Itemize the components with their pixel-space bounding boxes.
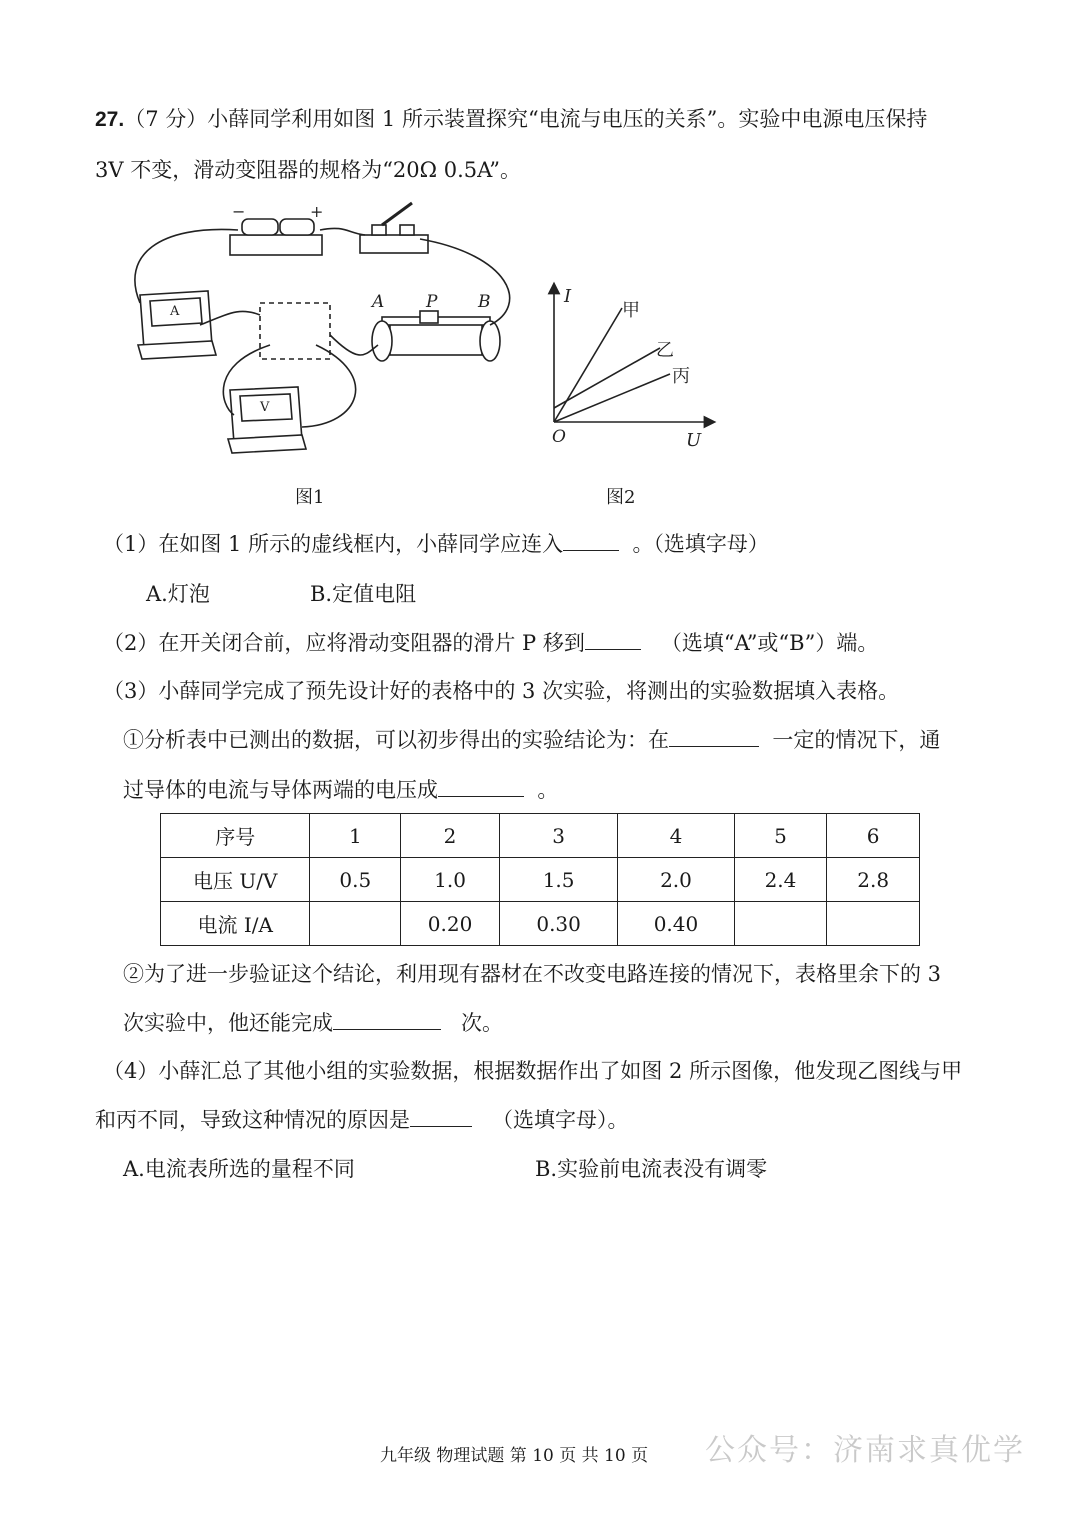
ammeter-symbol: A: [170, 304, 180, 319]
table-cell: 0.30: [499, 902, 617, 946]
part3-sub1-line2: [123, 776, 558, 804]
table-cell: 1.5: [499, 858, 617, 902]
label-b: B: [478, 292, 491, 312]
rheostat-slider: [420, 311, 438, 323]
wire-5: [330, 335, 378, 355]
line-yi: [554, 348, 660, 408]
part3-sub1-blank1[interactable]: [669, 726, 759, 747]
part3-sub1-line1: [123, 726, 940, 754]
rheostat-coil: [390, 323, 482, 355]
table-cell: 5: [734, 814, 827, 858]
data-table: [160, 813, 920, 946]
part2-answer-blank[interactable]: [585, 629, 641, 650]
part1-option-b: B.定值电阻: [310, 582, 417, 606]
part4-text: 和丙不同，导致这种情况的原因是: [95, 1108, 410, 1132]
battery-plus: +: [310, 202, 324, 221]
table-cell: [734, 902, 827, 946]
question-intro-text: （7 分）小薛同学利用如图 1 所示装置探究“电流与电压的关系”。实验中电源电压保持: [124, 107, 928, 131]
label-bing: 丙: [672, 366, 690, 387]
x-axis-label: U: [686, 430, 702, 451]
part3-sub1-middle: 一定的情况下，通: [772, 728, 941, 752]
part1-question: [103, 530, 769, 558]
label-yi: 乙: [656, 340, 674, 361]
part1-option-a: A.灯泡: [146, 582, 210, 606]
table-cell: 0.40: [618, 902, 734, 946]
y-axis-label: I: [564, 286, 572, 307]
figure1-circuit: [120, 195, 530, 475]
figure2-caption: 图2: [606, 487, 636, 508]
current-label: 电流 I/A: [161, 902, 310, 946]
part1-hint: 。（选填字母）: [632, 532, 769, 556]
part4-hint: （选填字母）。: [492, 1108, 629, 1132]
part1-answer-blank[interactable]: [563, 530, 619, 551]
voltage-label: 电压 U/V: [161, 858, 310, 902]
table-row-current: [161, 902, 920, 946]
part3-sub1-blank2[interactable]: [438, 776, 524, 797]
wire-2: [320, 228, 365, 235]
battery-minus: −: [232, 202, 246, 221]
part3-sub1-line2-text: 过导体的电流与导体两端的电压成: [123, 778, 438, 802]
table-cell: 6: [827, 814, 920, 858]
table-row-index: [161, 814, 920, 858]
figure1-caption: 图1: [295, 487, 325, 508]
table-cell: 0.20: [401, 902, 500, 946]
part3-text: （3）小薛同学完成了预先设计好的表格中的 3 次实验，将测出的实验数据填入表格。: [103, 679, 900, 703]
part3-sub2-end: 次。: [461, 1011, 504, 1035]
part2-text: （2）在开关闭合前，应将滑动变阻器的滑片 P 移到: [103, 631, 585, 655]
part4-option-a: A.电流表所选的量程不同: [123, 1157, 355, 1181]
voltmeter-symbol: V: [260, 400, 270, 415]
page-footer: 九年级 物理试题 第 10 页 共 10 页: [380, 1446, 649, 1466]
table-cell: 4: [618, 814, 734, 858]
label-a: A: [372, 292, 385, 312]
battery-cell-left: [242, 219, 278, 235]
table-cell: 2.0: [618, 858, 734, 902]
part2-question: [103, 629, 878, 657]
part3-sub1-line2-end: 。: [537, 778, 559, 802]
label-jia: 甲: [622, 300, 640, 321]
part4-answer-blank[interactable]: [410, 1106, 472, 1127]
battery-cell-right: [280, 219, 314, 235]
table-cell: [827, 902, 920, 946]
part3-sub1-text: ①分析表中已测出的数据，可以初步得出的实验结论为：在: [123, 728, 669, 752]
table-cell: 1: [310, 814, 401, 858]
origin-label: O: [552, 427, 566, 447]
table-cell: 2.8: [827, 858, 920, 902]
table-cell: 3: [499, 814, 617, 858]
table-cell: [310, 902, 401, 946]
part1-text: （1）在如图 1 所示的虚线框内，小薛同学应连入: [103, 532, 564, 556]
label-p: P: [426, 292, 438, 312]
question-intro-line2: 3V 不变，滑动变阻器的规格为“20Ω 0.5A”。: [95, 158, 521, 182]
part4-option-b: B.实验前电流表没有调零: [535, 1157, 768, 1181]
table-header-label: 序号: [161, 814, 310, 858]
question-number: 27.: [95, 108, 125, 131]
switch-base: [360, 235, 428, 253]
part2-hint: （选填“A”或“B”）端。: [660, 631, 879, 655]
part3-sub2-line2: [123, 1009, 503, 1037]
table-cell: 2.4: [734, 858, 827, 902]
part4-line2: [95, 1106, 629, 1134]
part3-sub2-line1: ②为了进一步验证这个结论，利用现有器材在不改变电路连接的情况下，表格里余下的 3: [123, 962, 942, 986]
part3-sub2-text: 次实验中，他还能完成: [123, 1011, 333, 1035]
table-row-voltage: [161, 858, 920, 902]
line-jia: [554, 308, 622, 422]
figure2-graph: [540, 280, 720, 460]
table-cell: 2: [401, 814, 500, 858]
dashed-box: [260, 303, 330, 359]
battery-base: [230, 235, 322, 255]
part4-line1: （4）小薛汇总了其他小组的实验数据，根据数据作出了如图 2 所示图像，他发现乙图线与甲: [103, 1059, 963, 1083]
part3-sub2-blank[interactable]: [333, 1009, 441, 1030]
watermark: 公众号：济南求真优学: [705, 1433, 1025, 1468]
question-intro-line1: [95, 105, 927, 134]
table-cell: 1.0: [401, 858, 500, 902]
table-cell: 0.5: [310, 858, 401, 902]
